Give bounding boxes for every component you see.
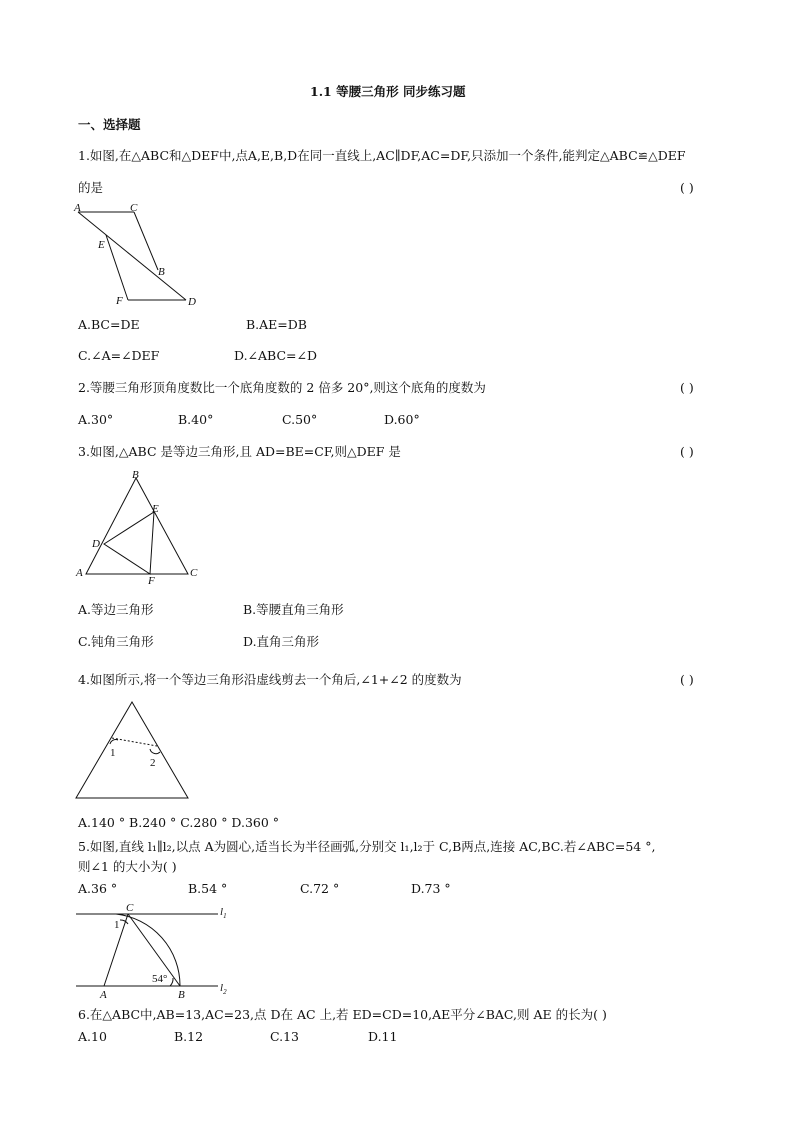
q4-angle1-label: 1: [110, 747, 116, 759]
q2-option-a: A.30°: [78, 412, 114, 427]
q2-option-c: C.50°: [282, 412, 318, 427]
q5-stem-line1: 5.如图,直线 l₁∥l₂,以点 A为圆心,适当长为半径画弧,分别交 l₁,l₂于 C,B两点,连接 AC,BC.若∠ABC=54 °,: [78, 839, 656, 854]
q3-label-b: B: [132, 469, 139, 481]
q6-option-d: D.11: [368, 1029, 398, 1044]
q6-option-b: B.12: [174, 1029, 204, 1044]
q3-answer-bracket: ( ): [680, 444, 694, 459]
q1-label-b: B: [158, 266, 165, 278]
q1-answer-bracket: ( ): [680, 180, 694, 195]
q2-option-d: D.60°: [384, 412, 420, 427]
q3-label-e: E: [152, 503, 159, 515]
q5-label-c: C: [126, 902, 134, 914]
q3-label-a: A: [76, 567, 83, 579]
q5-label-l1: $l_1$: [220, 906, 227, 920]
q6-option-a: A.10: [78, 1029, 107, 1044]
q3-stem: 3.如图,△ABC 是等边三角形,且 AD=BE=CF,则△DEF 是: [78, 444, 401, 459]
q3-option-d: D.直角三角形: [243, 634, 320, 649]
q5-compass-arc: [116, 914, 180, 986]
q5-option-d: D.73 °: [411, 881, 451, 896]
q3-option-a: A.等边三角形: [78, 602, 154, 617]
q1-line-ad: [78, 212, 186, 300]
q1-label-e: E: [98, 239, 105, 251]
q4-triangle: [76, 702, 188, 798]
q5-figure: [70, 900, 240, 1002]
q1-figure: [70, 198, 210, 310]
q1-label-f: F: [116, 295, 123, 307]
q4-cut-dashed-line: [112, 738, 157, 746]
q2-option-b: B.40°: [178, 412, 214, 427]
q3-label-c: C: [190, 567, 198, 579]
q3-figure: [70, 468, 210, 588]
q1-line-cb: [134, 212, 158, 270]
q1-stem-line1: 1.如图,在△ABC和△DEF中,点A,E,B,D在同一直线上,AC∥DF,AC=DF,只添加一个条件,能判定△ABC≌△DEF: [78, 148, 686, 163]
q5-option-a: A.36 °: [78, 881, 118, 896]
q3-label-d: D: [92, 538, 100, 550]
q5-angle1-arc: [120, 920, 128, 924]
q5-option-b: B.54 °: [188, 881, 228, 896]
q6-stem: 6.在△ABC中,AB=13,AC=23,点 D在 AC 上,若 ED=CD=10,AE平分∠BAC,则 AE 的长为( ): [78, 1007, 607, 1022]
q5-label-a: A: [100, 989, 107, 1001]
q3-triangle-def: [104, 512, 154, 574]
q4-options: A.140 ° B.240 ° C.280 ° D.360 °: [78, 815, 280, 830]
q4-angle1-arc: [110, 740, 118, 744]
q4-answer-bracket: ( ): [680, 672, 694, 687]
q5-label-l2: $l_2$: [220, 982, 227, 996]
q3-triangle-abc: [86, 478, 188, 574]
q1-stem-line2: 的是: [78, 180, 104, 195]
q6-option-c: C.13: [270, 1029, 299, 1044]
q2-answer-bracket: ( ): [680, 380, 694, 395]
q4-angle2-arc: [150, 749, 160, 754]
q5-option-c: C.72 °: [300, 881, 340, 896]
q1-option-d: D.∠ABC=∠D: [234, 348, 318, 363]
q5-angle54-label: 54°: [152, 973, 168, 985]
q1-label-c: C: [130, 202, 138, 214]
section-heading: 一、选择题: [78, 117, 141, 132]
q1-option-c: C.∠A=∠DEF: [78, 348, 160, 363]
q5-angle54-arc: [170, 978, 173, 986]
q5-stem-line2: 则∠1 的大小为( ): [78, 859, 177, 874]
q2-stem: 2.等腰三角形顶角度数比一个底角度数的 2 倍多 20°,则这个底角的度数为: [78, 380, 486, 395]
q1-label-d: D: [188, 296, 196, 308]
page-title: 1.1 等腰三角形 同步练习题: [310, 84, 466, 99]
q3-label-f: F: [148, 575, 155, 587]
q1-line-ef: [106, 235, 128, 300]
q5-angle1-label: 1: [114, 919, 120, 931]
q3-option-c: C.钝角三角形: [78, 634, 154, 649]
q4-stem: 4.如图所示,将一个等边三角形沿虚线剪去一个角后,∠1+∠2 的度数为: [78, 672, 462, 687]
q1-option-b: B.AE=DB: [246, 317, 307, 332]
q1-label-a: A: [74, 202, 81, 214]
q4-angle2-label: 2: [150, 757, 156, 769]
q5-label-b: B: [178, 989, 185, 1001]
q4-figure: [70, 696, 200, 804]
q1-option-a: A.BC=DE: [78, 317, 140, 332]
q3-option-b: B.等腰直角三角形: [243, 602, 344, 617]
